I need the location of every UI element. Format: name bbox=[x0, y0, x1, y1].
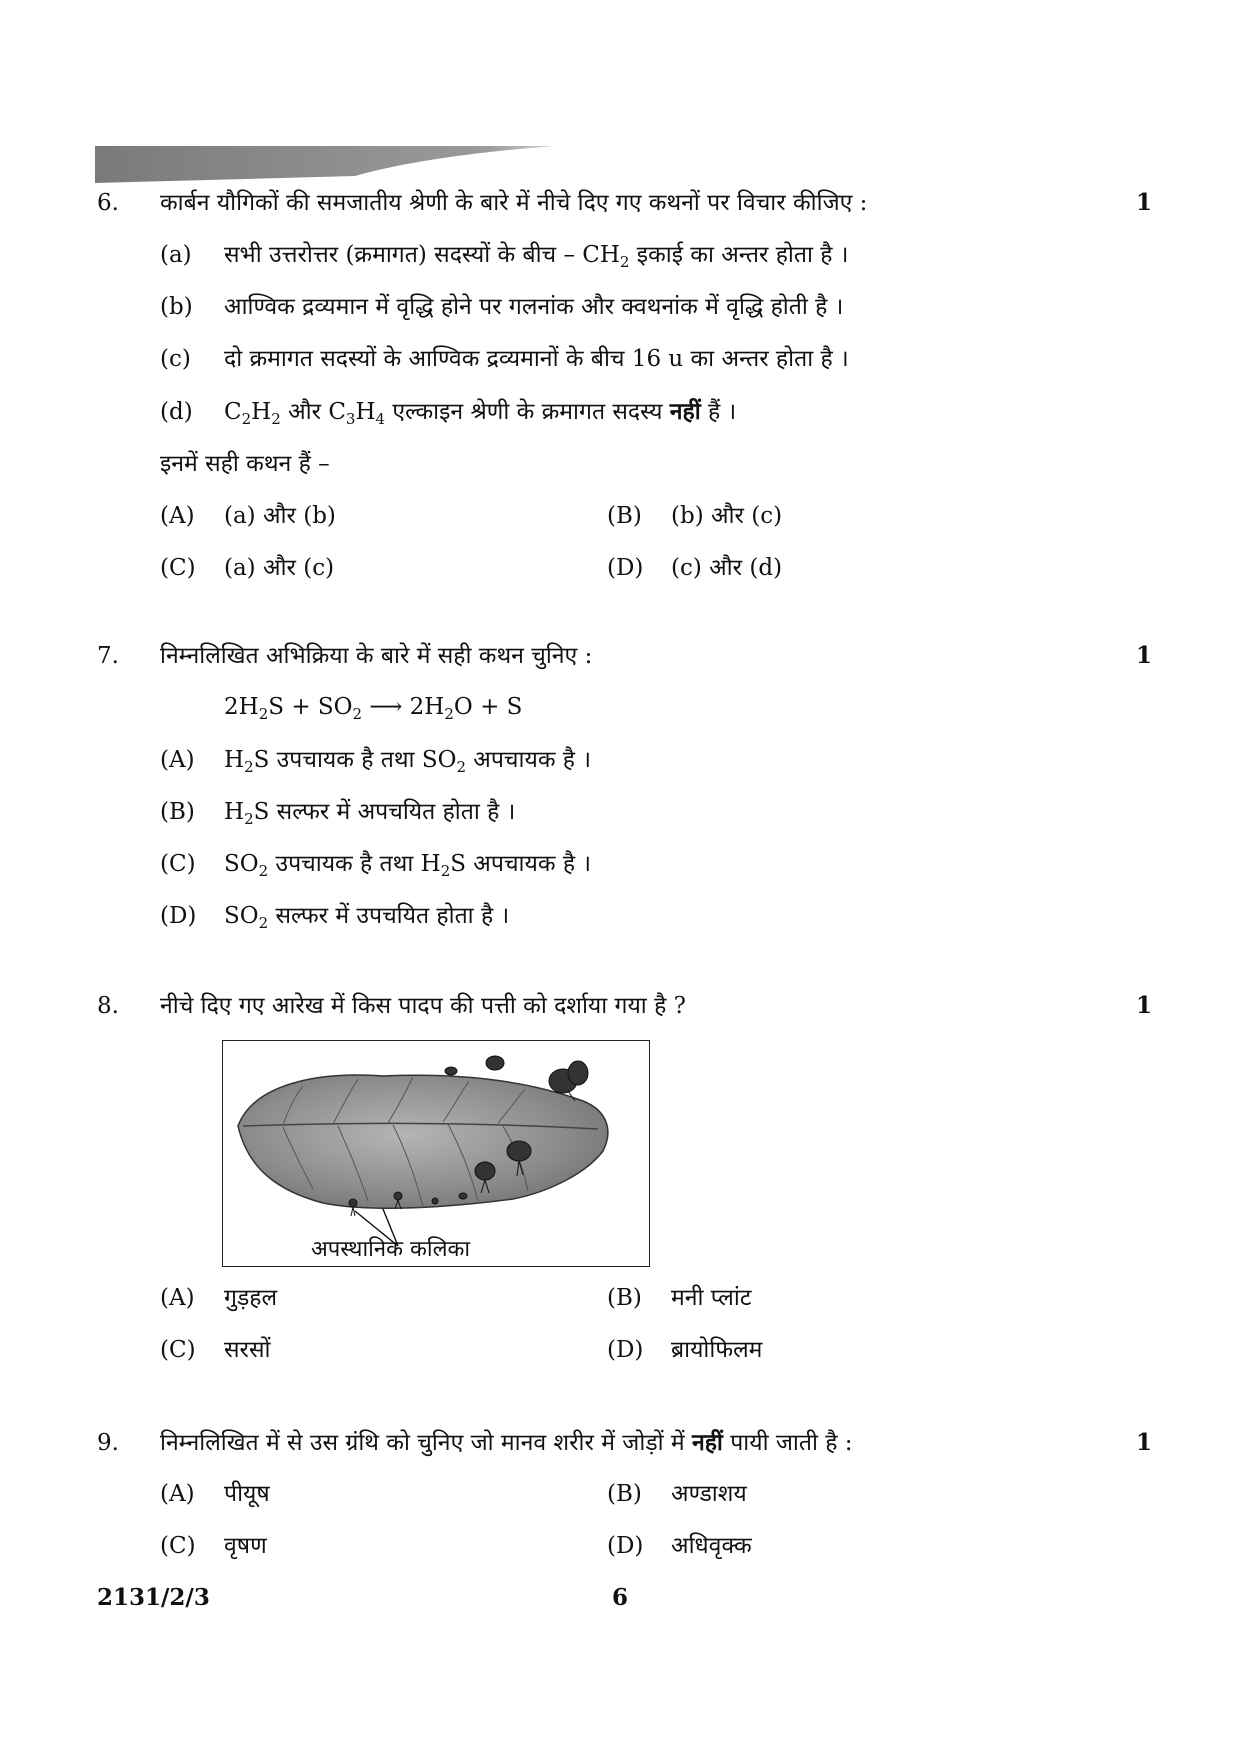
q8-opt-c: सरसों bbox=[224, 1337, 271, 1363]
q6-stmt-d: $C_2H_2$ और $C_3H_4$ एल्काइन श्रेणी के क्रमागत सदस्य नहीं हैं । bbox=[224, 398, 737, 428]
q8-number: 8. bbox=[97, 993, 119, 1019]
q6-number: 6. bbox=[97, 190, 119, 216]
q9-opt-c-label: (C) bbox=[160, 1533, 196, 1559]
q9-opt-a: पीयूष bbox=[224, 1481, 270, 1507]
q6-stmt-a-label: (a) bbox=[160, 242, 192, 268]
q8-opt-a: गुड़हल bbox=[224, 1285, 278, 1311]
q6-marks: 1 bbox=[1136, 189, 1153, 216]
q9-opt-d-label: (D) bbox=[607, 1533, 644, 1559]
header-bar bbox=[95, 146, 555, 183]
q6-prompt: इनमें सही कथन हैं – bbox=[160, 451, 330, 477]
q6-stmt-a: सभी उत्तरोत्तर (क्रमागत) सदस्यों के बीच – $CH_2$ इकाई का अन्तर होता है । bbox=[224, 242, 849, 271]
q8-opt-b: मनी प्लांट bbox=[671, 1285, 752, 1311]
page-number: 6 bbox=[612, 1584, 629, 1611]
q7-opt-d: $SO_2$ सल्फर में उपचयित होता है । bbox=[224, 903, 510, 932]
q7-text: निम्नलिखित अभिक्रिया के बारे में सही कथन चुनिए : bbox=[160, 643, 593, 669]
q7-opt-b-label: (B) bbox=[160, 799, 195, 825]
q6-stmt-c-label: (c) bbox=[160, 346, 191, 372]
q8-opt-a-label: (A) bbox=[160, 1285, 195, 1311]
q6-stmt-d-label: (d) bbox=[160, 399, 193, 425]
q9-opt-a-label: (A) bbox=[160, 1481, 195, 1507]
q8-marks: 1 bbox=[1136, 992, 1153, 1019]
paper-code: 2131/2/3 bbox=[97, 1584, 210, 1611]
q9-opt-b: अण्डाशय bbox=[671, 1481, 747, 1507]
bryophyllum-leaf-illustration bbox=[223, 1041, 648, 1265]
q6-opt-b-label: (B) bbox=[607, 503, 642, 529]
q8-opt-d: ब्रायोफिलम bbox=[671, 1337, 763, 1363]
q6-stmt-b-label: (b) bbox=[160, 294, 193, 320]
q7-number: 7. bbox=[97, 643, 119, 669]
q6-text: कार्बन यौगिकों की समजातीय श्रेणी के बारे में नीचे दिए गए कथनों पर विचार कीजिए : bbox=[160, 190, 868, 216]
q9-opt-c: वृषण bbox=[224, 1533, 267, 1559]
q8-text: नीचे दिए गए आरेख में किस पादप की पत्ती को दर्शाया गया है ? bbox=[160, 993, 686, 1019]
q7-opt-c: $SO_2$ उपचायक है तथा $H_2S$ अपचायक है । bbox=[224, 851, 592, 880]
q6-opt-d: (c) और (d) bbox=[671, 555, 783, 581]
q6-opt-a: (a) और (b) bbox=[224, 503, 336, 529]
q7-marks: 1 bbox=[1136, 642, 1153, 669]
figure-caption: अपस्थानिक कलिका bbox=[311, 1237, 471, 1262]
q9-text: निम्नलिखित में से उस ग्रंथि को चुनिए जो मानव शरीर में जोड़ों में नहीं पायी जाती है : bbox=[160, 1429, 853, 1456]
q7-equation: $2H_2S + SO_2$ ⟶ $2H_2O + S$ bbox=[224, 694, 523, 723]
q6-stmt-c: दो क्रमागत सदस्यों के आण्विक द्रव्यमानों के बीच 16 u का अन्तर होता है । bbox=[224, 346, 849, 372]
q6-opt-a-label: (A) bbox=[160, 503, 195, 529]
q6-stmt-b: आण्विक द्रव्यमान में वृद्धि होने पर गलनांक और क्वथनांक में वृद्धि होती है । bbox=[224, 294, 844, 320]
q7-opt-c-label: (C) bbox=[160, 851, 196, 877]
leaf-figure bbox=[222, 1040, 650, 1267]
q8-opt-d-label: (D) bbox=[607, 1337, 644, 1363]
q9-marks: 1 bbox=[1136, 1429, 1153, 1456]
q7-opt-a: $H_2S$ उपचायक है तथा $SO_2$ अपचायक है । bbox=[224, 747, 592, 776]
q9-number: 9. bbox=[97, 1430, 119, 1456]
q7-opt-d-label: (D) bbox=[160, 903, 197, 929]
q6-opt-d-label: (D) bbox=[607, 555, 644, 581]
q6-opt-b: (b) और (c) bbox=[671, 503, 783, 529]
q7-opt-b: $H_2S$ सल्फर में अपचयित होता है । bbox=[224, 799, 516, 828]
q8-opt-b-label: (B) bbox=[607, 1285, 642, 1311]
q6-opt-c: (a) और (c) bbox=[224, 555, 335, 581]
q7-opt-a-label: (A) bbox=[160, 747, 195, 773]
q8-opt-c-label: (C) bbox=[160, 1337, 196, 1363]
q6-opt-c-label: (C) bbox=[160, 555, 196, 581]
q9-opt-d: अधिवृक्क bbox=[671, 1533, 752, 1559]
q9-opt-b-label: (B) bbox=[607, 1481, 642, 1507]
